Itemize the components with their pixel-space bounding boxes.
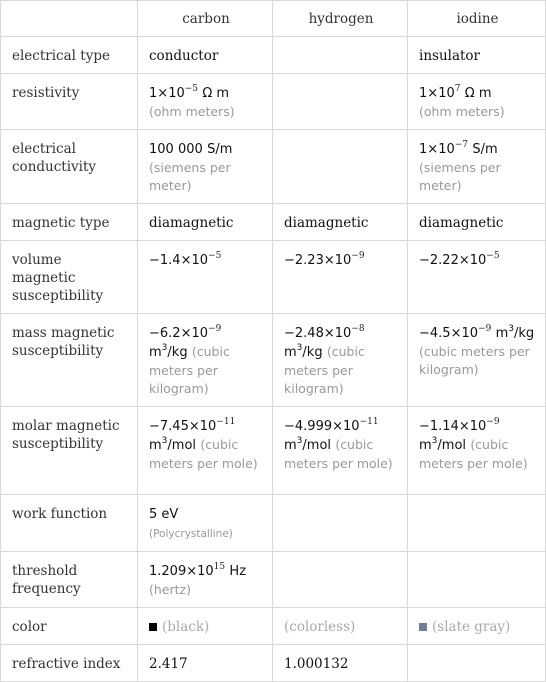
- cell-hydrogen: [273, 241, 408, 314]
- base: 10: [191, 326, 209, 341]
- times-sign: ×: [332, 419, 344, 434]
- unit-name: (ohm meters): [149, 104, 235, 119]
- column-header-iodine: iodine: [408, 1, 546, 37]
- base: 10: [191, 253, 209, 268]
- mantissa: −2.23: [284, 253, 324, 268]
- cell-carbon: [138, 241, 273, 314]
- cell-value: conductor: [149, 48, 219, 64]
- times-sign: ×: [323, 326, 335, 341]
- row-label: molar magnetic susceptibility: [1, 407, 138, 495]
- cell-iodine: [408, 204, 546, 241]
- unit: $m^3$/mol: [419, 436, 467, 453]
- mantissa: 1: [419, 86, 428, 101]
- base: 10: [334, 326, 352, 341]
- base: 10: [469, 419, 487, 434]
- row-label: electrical conductivity: [1, 130, 138, 204]
- row-label: refractive index: [1, 645, 138, 682]
- unit-name: (siemens per meter): [419, 160, 501, 193]
- color-swatch-icon: [419, 623, 427, 631]
- mantissa: −7.45: [149, 419, 189, 434]
- cell-hydrogen: [273, 552, 408, 608]
- exponent: −9: [208, 324, 222, 334]
- cell-carbon: [138, 74, 273, 130]
- row-electrical-type: [1, 37, 546, 74]
- color-name: (black): [162, 619, 210, 635]
- times-sign: ×: [427, 142, 439, 157]
- cell-carbon: [138, 37, 273, 74]
- unit-name: (cubic meters per mole): [149, 437, 258, 471]
- mantissa: −6.2: [149, 326, 181, 341]
- row-molar-magnetic-susceptibility: [1, 407, 546, 495]
- base: 10: [438, 142, 455, 157]
- cell-iodine: [408, 552, 546, 608]
- unit-name: (cubic meters per kilogram): [419, 344, 530, 377]
- exponent: −9: [486, 417, 500, 427]
- times-sign: ×: [323, 253, 335, 268]
- cell-hydrogen: [273, 314, 408, 407]
- row-refractive-index: [1, 645, 546, 682]
- mantissa: −4.5: [419, 326, 451, 341]
- unit: S/m: [207, 142, 233, 157]
- exponent: 7: [454, 84, 461, 94]
- row-label: work function: [1, 495, 138, 552]
- cell-carbon: [138, 495, 273, 552]
- exponent: −9: [351, 251, 365, 261]
- times-sign: ×: [180, 253, 192, 268]
- column-header-hydrogen: hydrogen: [273, 1, 408, 37]
- cell-iodine: [408, 314, 546, 407]
- base: 10: [469, 253, 487, 268]
- row-label: electrical type: [1, 37, 138, 74]
- exponent: −5: [486, 251, 500, 261]
- unit: $m^3/kg$: [149, 343, 188, 360]
- cell-iodine: [408, 645, 546, 682]
- unit: Hz: [229, 564, 247, 579]
- row-magnetic-type: [1, 204, 546, 241]
- cell-iodine: [408, 241, 546, 314]
- unit: $m^3$/mol: [284, 436, 332, 453]
- unit: Ω m: [464, 86, 492, 101]
- unit-name: (siemens per meter): [149, 160, 231, 193]
- cell-value: 1.000132: [284, 656, 349, 672]
- unit-name: (cubic meters per kilogram): [149, 344, 230, 396]
- cell-carbon: [138, 204, 273, 241]
- cell-hydrogen: [273, 645, 408, 682]
- unit-name: (hertz): [149, 582, 191, 597]
- exponent: −5: [208, 251, 222, 261]
- unit-name: (cubic meters per mole): [284, 437, 393, 471]
- note: (Polycrystalline): [149, 528, 233, 540]
- row-label: mass magnetic susceptibility: [1, 314, 138, 407]
- unit-name: (cubic meters per mole): [419, 437, 528, 471]
- exponent: −9: [478, 324, 492, 334]
- cell-carbon: [138, 608, 273, 645]
- cell-iodine: [408, 608, 546, 645]
- mantissa: −1.4: [149, 253, 181, 268]
- cell-carbon: [138, 407, 273, 495]
- exponent: −11: [216, 417, 236, 427]
- header-corner: [1, 1, 138, 37]
- times-sign: ×: [188, 419, 200, 434]
- color-name: (slate gray): [432, 619, 511, 635]
- mantissa: −2.48: [284, 326, 324, 341]
- unit: $m^3/kg$: [495, 324, 535, 341]
- cell-carbon: [138, 130, 273, 204]
- value: 100 000: [149, 142, 203, 157]
- base: 10: [168, 86, 185, 101]
- mantissa: 1: [149, 86, 158, 101]
- times-sign: ×: [450, 326, 462, 341]
- cell-hydrogen: [273, 495, 408, 552]
- cell-hydrogen: [273, 37, 408, 74]
- row-work-function: [1, 495, 546, 552]
- cell-value: diamagnetic: [419, 215, 504, 231]
- base: 10: [343, 419, 360, 434]
- cell-hydrogen: [273, 130, 408, 204]
- cell-hydrogen: [273, 407, 408, 495]
- unit: S/m: [472, 142, 498, 157]
- header-row: [1, 1, 546, 37]
- row-label: resistivity: [1, 74, 138, 130]
- row-label: threshold frequency: [1, 552, 138, 608]
- unit: Ω m: [202, 86, 230, 101]
- color-name: (colorless): [284, 619, 356, 635]
- base: 10: [197, 564, 214, 579]
- cell-carbon: [138, 552, 273, 608]
- base: 10: [199, 419, 217, 434]
- times-sign: ×: [458, 253, 470, 268]
- row-label: magnetic type: [1, 204, 138, 241]
- cell-value: insulator: [419, 48, 481, 64]
- row-label: volume magnetic susceptibility: [1, 241, 138, 314]
- cell-iodine: [408, 495, 546, 552]
- cell-carbon: [138, 645, 273, 682]
- cell-iodine: [408, 130, 546, 204]
- column-header-carbon: carbon: [138, 1, 273, 37]
- row-threshold-frequency: [1, 552, 546, 608]
- cell-value: diamagnetic: [149, 215, 234, 231]
- row-volume-magnetic-susceptibility: [1, 241, 546, 314]
- mantissa: −2.22: [419, 253, 459, 268]
- cell-iodine: [408, 37, 546, 74]
- mantissa: −1.14: [419, 419, 459, 434]
- row-resistivity: [1, 74, 546, 130]
- base: 10: [438, 86, 455, 101]
- value: 5 eV: [149, 507, 179, 522]
- times-sign: ×: [458, 419, 470, 434]
- times-sign: ×: [427, 86, 439, 101]
- mantissa: 1.209: [149, 564, 187, 579]
- cell-hydrogen: [273, 74, 408, 130]
- cell-iodine: [408, 407, 546, 495]
- times-sign: ×: [180, 326, 192, 341]
- mantissa: 1: [419, 142, 428, 157]
- cell-iodine: [408, 74, 546, 130]
- cell-hydrogen: [273, 608, 408, 645]
- row-label: color: [1, 608, 138, 645]
- unit: $m^3/kg$: [284, 343, 323, 360]
- cell-value: 2.417: [149, 656, 188, 672]
- exponent: −8: [351, 324, 365, 334]
- color-swatch-icon: [149, 623, 157, 631]
- exponent: −7: [454, 140, 469, 150]
- row-electrical-conductivity: [1, 130, 546, 204]
- mantissa: −4.999: [284, 419, 333, 434]
- times-sign: ×: [186, 564, 198, 579]
- row-mass-magnetic-susceptibility: [1, 314, 546, 407]
- cell-carbon: [138, 314, 273, 407]
- base: 10: [334, 253, 352, 268]
- cell-hydrogen: [273, 204, 408, 241]
- unit-name: (cubic meters per kilogram): [284, 344, 365, 396]
- exponent: −11: [359, 417, 379, 427]
- exponent: −5: [184, 84, 199, 94]
- cell-value: diamagnetic: [284, 215, 369, 231]
- row-color: [1, 608, 546, 645]
- exponent: 15: [213, 562, 226, 572]
- base: 10: [461, 326, 479, 341]
- times-sign: ×: [157, 86, 169, 101]
- unit: $m^3$/mol: [149, 436, 197, 453]
- unit-name: (ohm meters): [419, 104, 505, 119]
